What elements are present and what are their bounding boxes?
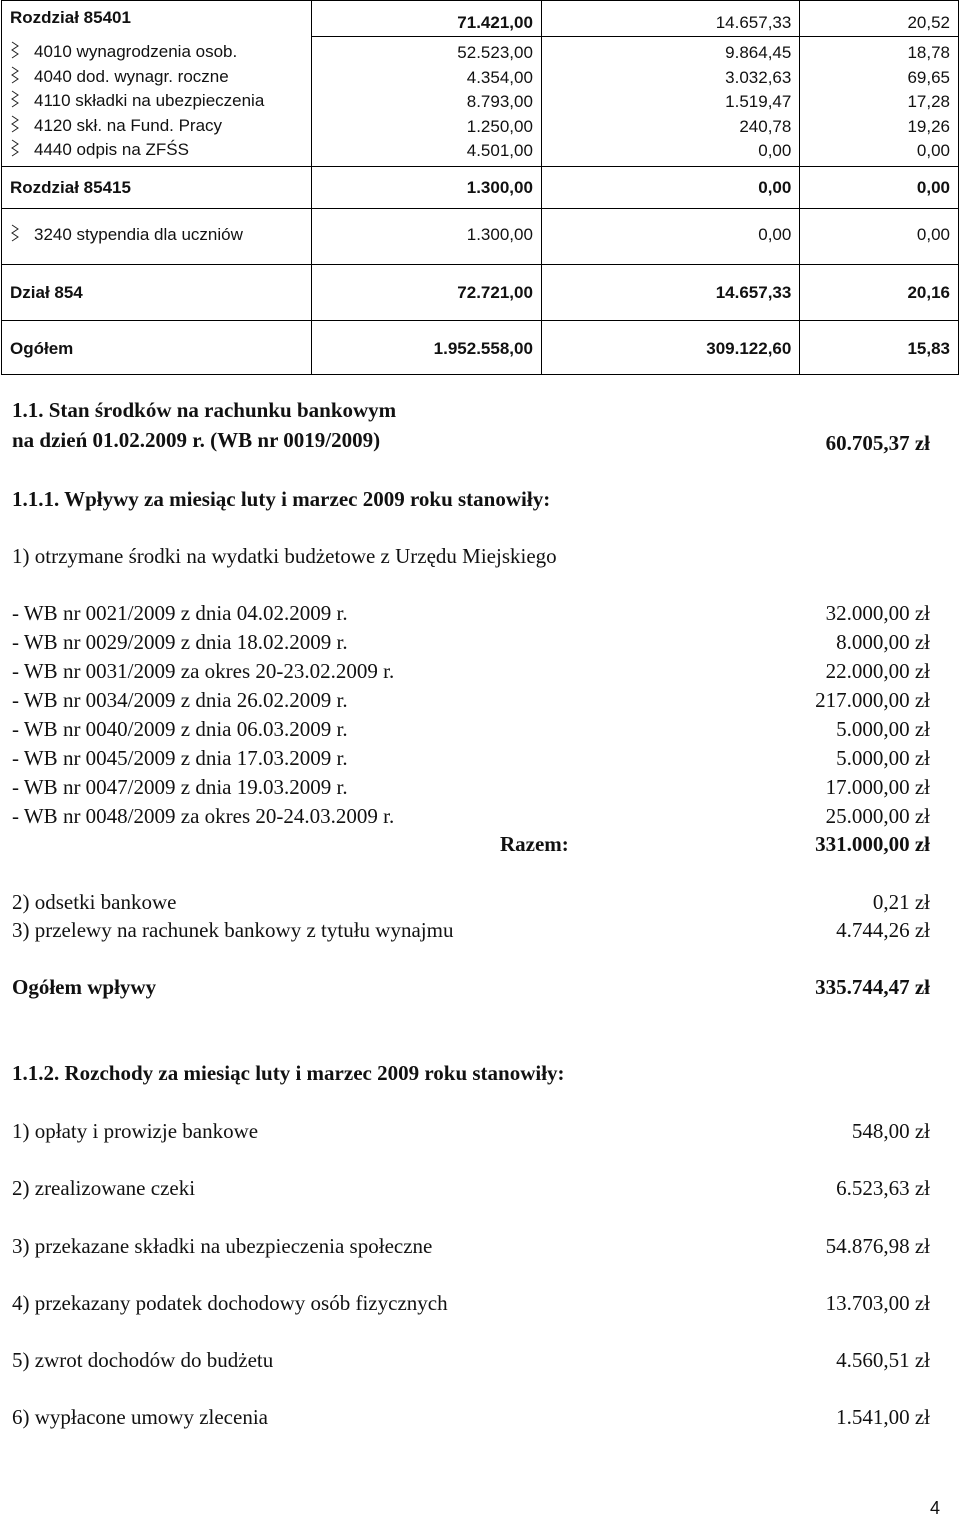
table-cell: [541, 37, 799, 167]
income-item-label: 3) przelewy na rachunek bankowy z tytułu wynajmu: [12, 918, 454, 942]
plan-value: 1.952.558,00: [433, 339, 533, 358]
execution-value: 309.122,60: [706, 339, 792, 358]
row-label: Rozdział 85415: [10, 178, 131, 197]
list-item-amount: 17.000,00 zł: [825, 775, 930, 799]
list-item-amount: 22.000,00 zł: [825, 659, 930, 683]
list-item-label: - WB nr 0048/2009 za okres 20-24.03.2009 r.: [12, 804, 395, 828]
expense-item-amount: 6.523,63 zł: [836, 1176, 930, 1200]
table-row: [2, 321, 959, 375]
percent-value: 17,28: [907, 92, 950, 111]
plan-value: 8.793,00: [466, 92, 533, 111]
list-item-amount: 25.000,00 zł: [825, 804, 930, 828]
item-label: 4110 składki na ubezpieczenia: [34, 91, 265, 110]
sum-label: Razem:: [500, 832, 569, 856]
percent-value: 0,00: [916, 225, 950, 244]
expense-item-label: 2) zrealizowane czeki: [12, 1176, 196, 1200]
plan-value: 1.300,00: [466, 225, 533, 244]
list-item-label: - WB nr 0047/2009 z dnia 19.03.2009 r.: [12, 775, 348, 799]
list-item-label: - WB nr 0040/2009 z dnia 06.03.2009 r.: [12, 717, 348, 741]
income-item-label: 2) odsetki bankowe: [12, 890, 177, 914]
item-label: 4120 skł. na Fund. Pracy: [34, 115, 223, 135]
table-cell: [2, 1, 312, 167]
subitem-list: [2, 30, 311, 163]
list-item: [10, 65, 303, 90]
plan-value: 52.523,00: [457, 43, 533, 62]
item-label: 4010 wynagrodzenia osob.: [34, 42, 238, 61]
list-item-amount: 5.000,00 zł: [836, 717, 930, 741]
execution-value: 0,00: [758, 178, 792, 197]
execution-value: 0,00: [758, 225, 792, 244]
percent-value: 0,00: [916, 178, 950, 197]
plan-value: 4.501,00: [466, 141, 533, 160]
table-row: [2, 1, 959, 37]
list-item: [10, 40, 303, 65]
execution-value: 3.032,63: [725, 67, 792, 87]
table-cell: [312, 167, 542, 209]
execution-values: [542, 37, 799, 164]
section-heading: 1.1. Stan środków na rachunku bankowym: [12, 398, 397, 422]
table-row: [2, 209, 959, 265]
execution-value: 240,78: [739, 116, 792, 136]
table-cell: [312, 1, 542, 37]
total-income-amount: 335.744,47 zł: [815, 975, 930, 999]
list-item: [10, 89, 303, 114]
execution-value: 14.657,33: [715, 283, 792, 302]
percent-value: 18,78: [907, 43, 950, 62]
table-cell: [312, 209, 542, 265]
section-heading: 1.1.2. Rozchody za miesiąc luty i marzec 2009 roku stanowiły:: [12, 1061, 565, 1085]
plan-value: 4.354,00: [466, 67, 533, 87]
income-item-amount: 4.744,26 zł: [836, 918, 930, 942]
row-label: Ogółem: [10, 339, 74, 358]
row-label: Rozdział 85401: [10, 8, 131, 27]
execution-value: 14.657,33: [715, 13, 792, 32]
tree-bullet-icon: [10, 40, 34, 65]
percent-values: [800, 37, 958, 164]
table-row: [2, 265, 959, 321]
table-cell: [800, 265, 959, 321]
list-item-amount: 5.000,00 zł: [836, 746, 930, 770]
table-cell: [800, 209, 959, 265]
bank-balance-amount: 60.705,37 zł: [825, 431, 930, 455]
percent-value: 19,26: [907, 116, 950, 136]
table-cell: [800, 37, 959, 167]
expense-item-label: 1) opłaty i prowizje bankowe: [12, 1119, 259, 1143]
expense-item-label: 5) zwrot dochodów do budżetu: [12, 1348, 274, 1372]
plan-values: [312, 37, 541, 164]
item-label: 4440 odpis na ZFŚS: [34, 140, 189, 159]
list-item-label: - WB nr 0021/2009 z dnia 04.02.2009 r.: [12, 601, 348, 625]
percent-value: 20,52: [907, 13, 950, 32]
table-cell: [541, 321, 799, 375]
list-item-label: - WB nr 0045/2009 z dnia 17.03.2009 r.: [12, 746, 348, 770]
table-cell: [312, 321, 542, 375]
list-item: [2, 209, 311, 247]
percent-value: 15,83: [907, 339, 950, 358]
plan-value: 1.300,00: [466, 178, 533, 197]
budget-table: [1, 0, 959, 375]
tree-bullet-icon: [10, 89, 34, 114]
budget-table-container: [0, 0, 960, 375]
table-cell: [541, 167, 799, 209]
list-item: [10, 138, 303, 163]
table-cell: [312, 37, 542, 167]
expense-item-amount: 54.876,98 zł: [825, 1234, 930, 1258]
execution-value: 1.519,47: [725, 92, 792, 111]
tree-bullet-icon: [10, 138, 34, 163]
table-cell: [541, 1, 799, 37]
item-label: 3240 stypendia dla uczniów: [34, 225, 243, 244]
expense-item-label: 6) wypłacone umowy zlecenia: [12, 1405, 268, 1429]
expense-item-label: 3) przekazane składki na ubezpieczenia społeczne: [12, 1234, 433, 1258]
list-item-label: - WB nr 0029/2009 z dnia 18.02.2009 r.: [12, 630, 348, 654]
sum-amount: 331.000,00 zł: [815, 832, 930, 856]
row-label: Dział 854: [10, 283, 83, 302]
plan-value: 72.721,00: [457, 283, 533, 302]
plan-value: 1.250,00: [466, 116, 533, 136]
table-cell: [312, 265, 542, 321]
table-cell: [2, 265, 312, 321]
tree-bullet-icon: [10, 65, 34, 90]
percent-value: 0,00: [916, 141, 950, 160]
table-cell: [541, 209, 799, 265]
table-cell: [541, 265, 799, 321]
income-item-title: 1) otrzymane środki na wydatki budżetowe z Urzędu Miejskiego: [12, 544, 557, 568]
list-item-amount: 32.000,00 zł: [825, 601, 930, 625]
item-label: 4040 dod. wynagr. roczne: [34, 66, 229, 86]
expense-item-label: 4) przekazany podatek dochodowy osób fizycznych: [12, 1291, 448, 1315]
list-item-amount: 8.000,00 zł: [836, 630, 930, 654]
list-item: [10, 114, 303, 139]
percent-value: 20,16: [907, 283, 950, 302]
list-item-label: - WB nr 0034/2009 z dnia 26.02.2009 r.: [12, 688, 348, 712]
tree-bullet-icon: [10, 223, 34, 247]
table-cell: [800, 167, 959, 209]
table-cell: [800, 1, 959, 37]
plan-value: 71.421,00: [457, 13, 533, 32]
page-number: 4: [930, 1498, 941, 1518]
expense-item-amount: 13.703,00 zł: [825, 1291, 930, 1315]
execution-value: 9.864,45: [725, 43, 792, 62]
percent-value: 69,65: [907, 67, 950, 87]
list-item-amount: 217.000,00 zł: [815, 688, 930, 712]
table-cell: [2, 321, 312, 375]
section-heading-line2: na dzień 01.02.2009 r. (WB nr 0019/2009): [12, 428, 381, 452]
table-cell: [800, 321, 959, 375]
expense-item-amount: 1.541,00 zł: [836, 1405, 930, 1429]
section-heading: 1.1.1. Wpływy za miesiąc luty i marzec 2009 roku stanowiły:: [12, 487, 551, 511]
list-item-label: - WB nr 0031/2009 za okres 20-23.02.2009 r.: [12, 659, 395, 683]
tree-bullet-icon: [10, 114, 34, 139]
income-item-amount: 0,21 zł: [872, 890, 930, 914]
table-cell: [2, 167, 312, 209]
table-cell: [2, 209, 312, 265]
expense-item-amount: 548,00 zł: [851, 1119, 930, 1143]
total-income-label: Ogółem wpływy: [12, 975, 157, 999]
execution-value: 0,00: [758, 141, 792, 160]
table-row: [2, 167, 959, 209]
expense-item-amount: 4.560,51 zł: [836, 1348, 930, 1372]
